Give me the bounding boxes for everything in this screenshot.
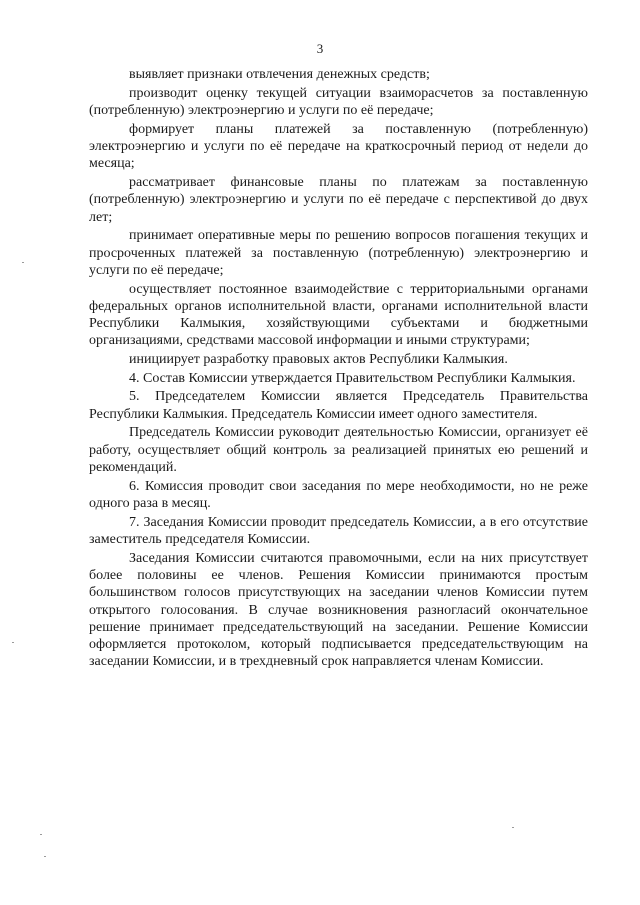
paragraph-2: производит оценку текущей ситуации взаиморасчетов за поставленную (потребленную) электроэнергию и услуги по её передаче; xyxy=(89,85,588,118)
scan-speck xyxy=(22,262,24,263)
paragraph-5: принимает оперативные меры по решению вопросов погашения текущих и просроченных платежей за поставленную (потребленную) электроэнергию и услуги по её передаче; xyxy=(89,228,588,278)
paragraph-12: 7. Заседания Комиссии проводит председатель Комиссии, а в его отсутствие заместитель председателя Комиссии. xyxy=(89,514,588,548)
paragraph-6: осуществляет постоянное взаимодействие с территориальными органами федеральных органов исполнительной власти, органами исполнительной власти Республики Калмыкия, хозяйствующими субъектами и бюджетными организациями, средствами массовой информации и иными структурами; xyxy=(89,281,588,349)
paragraph-4: рассматривает финансовые планы по платежам за поставленную (потребленную) электроэнергию и услуги по её передаче с перспективой до двух лет; xyxy=(89,174,588,225)
paragraph-10: Председатель Комиссии руководит деятельностью Комиссии, организует её работу, осуществляет общий контроль за реализацией принятых ею решений и рекомендаций. xyxy=(89,425,588,476)
scan-speck xyxy=(40,834,42,835)
scan-speck xyxy=(512,827,514,828)
paragraph-1: выявляет признаки отвлечения денежных средств; xyxy=(129,67,430,82)
paragraph-7: инициирует разработку правовых актов Республики Калмыкия. xyxy=(129,352,508,368)
paragraph-11: 6. Комиссия проводит свои заседания по мере необходимости, но не реже одного раза в месяц. xyxy=(89,478,588,512)
scan-speck xyxy=(12,642,14,643)
paragraph-13: Заседания Комиссии считаются правомочными, если на них присутствует более половины ее членов. Решения Комиссии принимаются простым большинством голосов присутствующих на заседании членов Комиссии путем открытого голосования. В случае возникновения разногласий окончательное решение принимает председательствующий на заседании. Решение Комиссии оформляется протоколом, который подписывается председательствующим на заседании Комиссии, и в трехдневный срок направляется членам Комиссии. xyxy=(89,550,588,670)
paragraph-9: 5. Председателем Комиссии является Председатель Правительства Республики Калмыкия. Председатель Комиссии имеет одного заместителя. xyxy=(89,389,588,422)
paragraph-8: 4. Состав Комиссии утверждается Правительством Республики Калмыкия. xyxy=(129,370,576,386)
document-body xyxy=(89,66,588,672)
scan-speck xyxy=(44,856,46,857)
paragraph-3: формирует планы платежей за поставленную (потребленную) электроэнергию и услуги по её передаче на краткосрочный период от недели до месяца; xyxy=(89,121,588,172)
page-number: 3 xyxy=(316,41,324,56)
